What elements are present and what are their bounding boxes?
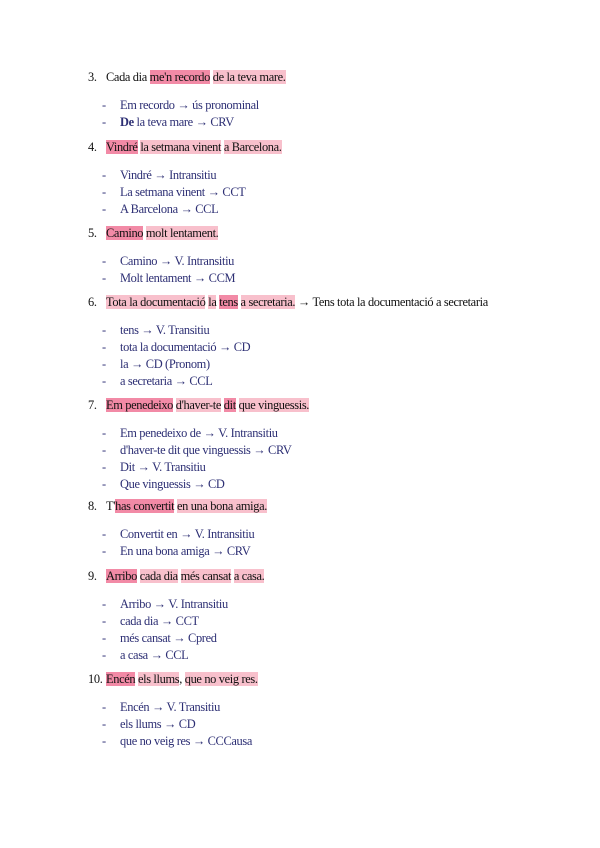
item-number: 7. [88, 398, 97, 412]
bullet-dash: - [102, 717, 106, 731]
highlighted-phrase: me'n recordo [149, 70, 210, 84]
analysis-bullet [102, 254, 234, 269]
bullet-text: a secretaria → CCL [120, 374, 213, 388]
analysis-bullet [102, 357, 210, 372]
bullet-text: Vindré → Intransitiu [120, 168, 217, 182]
exercise-item [88, 140, 282, 155]
item-number: 5. [88, 226, 97, 240]
highlighted-phrase: tens [219, 295, 238, 309]
item-number: 4. [88, 140, 97, 154]
bullet-text: Encén → V. Transitiu [120, 700, 220, 714]
highlighted-phrase: els llums [137, 672, 180, 686]
bullet-text: Em penedeixo de → V. Intransitiu [120, 426, 278, 440]
analysis-bullet [102, 631, 217, 646]
highlighted-phrase: la setmana vinent [140, 140, 222, 154]
bullet-dash: - [102, 700, 106, 714]
bullet-text: tota la documentació → CD [120, 340, 251, 354]
highlighted-phrase: més cansat [180, 569, 232, 583]
sentence-text: , [179, 672, 185, 686]
bullet-dash: - [102, 374, 106, 388]
bullet-text: més cansat → Cpred [120, 631, 217, 645]
bullet-text: En una bona amiga → CRV [120, 544, 251, 558]
sentence-text: T' [106, 499, 116, 513]
bullet-text: tens → V. Transitiu [120, 323, 210, 337]
bullet-dash: - [102, 443, 106, 457]
exercise-item [88, 295, 488, 310]
highlighted-phrase: has convertit [115, 499, 175, 513]
analysis-bullet [102, 168, 216, 183]
highlighted-phrase: molt lentament. [145, 226, 219, 240]
bullet-text: els llums → CD [120, 717, 196, 731]
analysis-bullet [102, 185, 245, 200]
bullet-text: a casa → CCL [120, 648, 189, 662]
bullet-text: la → CD (Pronom) [120, 357, 210, 371]
sentence-text: Cada dia [106, 70, 150, 84]
item-number: 9. [88, 569, 97, 583]
highlighted-phrase: Camino [106, 226, 144, 240]
exercise-item [88, 499, 267, 514]
exercise-item [88, 569, 264, 584]
highlighted-phrase: Em penedeixo [106, 398, 174, 412]
bullet-text-bold: De [120, 115, 134, 129]
analysis-bullet [102, 443, 291, 458]
analysis-bullet [102, 98, 259, 113]
bullet-dash: - [102, 271, 106, 285]
bullet-dash: - [102, 185, 106, 199]
bullet-dash: - [102, 168, 106, 182]
bullet-text: Dit → V. Transitiu [120, 460, 206, 474]
bullet-dash: - [102, 614, 106, 628]
bullet-dash: - [102, 648, 106, 662]
bullet-text: Em recordo → ús pronominal [120, 98, 259, 112]
item-number: 10. [88, 672, 103, 686]
bullet-text: Molt lentament → CCM [120, 271, 236, 285]
bullet-dash: - [102, 340, 106, 354]
analysis-bullet [102, 115, 234, 130]
analysis-bullet [102, 597, 228, 612]
highlighted-phrase: a secretaria. [240, 295, 296, 309]
bullet-text: la teva mare → CRV [133, 115, 234, 129]
bullet-dash: - [102, 527, 106, 541]
analysis-bullet [102, 202, 218, 217]
exercise-item [88, 398, 309, 413]
highlighted-phrase: de la teva mare. [212, 70, 286, 84]
bullet-dash: - [102, 477, 106, 491]
analysis-bullet [102, 477, 225, 492]
highlighted-phrase: Encén [106, 672, 136, 686]
item-number: 6. [88, 295, 97, 309]
highlighted-phrase: d'haver-te [175, 398, 222, 412]
analysis-bullet [102, 527, 254, 542]
analysis-bullet [102, 271, 235, 286]
exercise-item [88, 70, 286, 85]
highlighted-phrase: Arribo [106, 569, 137, 583]
analysis-bullet [102, 460, 206, 475]
highlighted-phrase: Vindré [106, 140, 138, 154]
item-number: 8. [88, 499, 97, 513]
bullet-dash: - [102, 323, 106, 337]
highlighted-phrase: dit [223, 398, 236, 412]
bullet-text: La setmana vinent → CCT [120, 185, 246, 199]
bullet-text: que no veig res → CCCausa [120, 734, 253, 748]
analysis-bullet [102, 374, 212, 389]
analysis-bullet [102, 648, 188, 663]
analysis-bullet [102, 717, 195, 732]
analysis-bullet [102, 323, 209, 338]
highlighted-phrase: que no veig res. [184, 672, 258, 686]
bullet-text: cada dia → CCT [120, 614, 199, 628]
bullet-text: d'haver-te dit que vinguessis → CRV [120, 443, 292, 457]
bullet-text: Camino → V. Intransitiu [120, 254, 235, 268]
highlighted-phrase: cada dia [139, 569, 178, 583]
bullet-dash: - [102, 460, 106, 474]
highlighted-phrase: en una bona amiga. [176, 499, 268, 513]
bullet-dash: - [102, 597, 106, 611]
highlighted-phrase: a Barcelona. [223, 140, 282, 154]
analysis-bullet [102, 700, 220, 715]
bullet-dash: - [102, 98, 106, 112]
bullet-text: Convertit en → V. Intransitiu [120, 527, 255, 541]
analysis-bullet [102, 340, 250, 355]
bullet-dash: - [102, 426, 106, 440]
highlighted-phrase: a casa. [233, 569, 265, 583]
highlighted-phrase: Tota la documentació [106, 295, 206, 309]
exercise-item [88, 672, 258, 687]
bullet-dash: - [102, 202, 106, 216]
bullet-dash: - [102, 544, 106, 558]
bullet-text: Arribo → V. Intransitiu [120, 597, 228, 611]
item-number: 3. [88, 70, 97, 84]
analysis-bullet [102, 734, 252, 749]
bullet-dash: - [102, 734, 106, 748]
bullet-text: A Barcelona → CCL [120, 202, 219, 216]
analysis-bullet [102, 544, 250, 559]
analysis-bullet [102, 426, 278, 441]
bullet-text: Que vinguessis → CD [120, 477, 225, 491]
highlighted-phrase: que vinguessis. [238, 398, 310, 412]
bullet-dash: - [102, 631, 106, 645]
bullet-dash: - [102, 115, 106, 129]
highlighted-phrase: la [208, 295, 217, 309]
bullet-dash: - [102, 254, 106, 268]
bullet-dash: - [102, 357, 106, 371]
sentence-text: → Tens tota la documentació a secretaria [295, 295, 488, 309]
exercise-item [88, 226, 218, 241]
analysis-bullet [102, 614, 199, 629]
